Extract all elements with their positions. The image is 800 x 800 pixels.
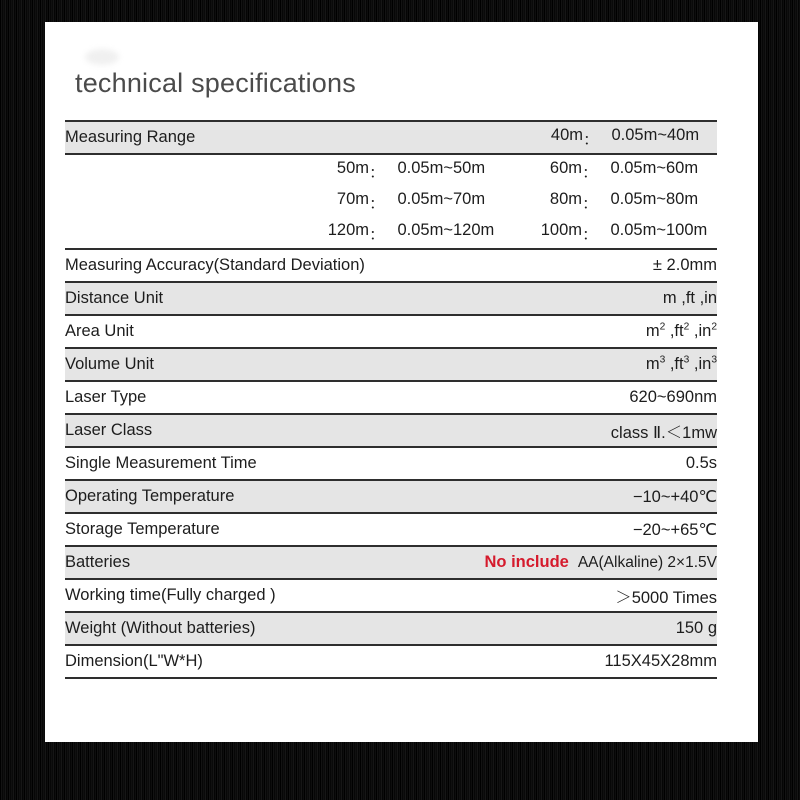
range-separator: ： xyxy=(583,130,600,149)
range-option-120m xyxy=(291,221,504,245)
table-row xyxy=(65,579,717,612)
range-option-100m xyxy=(504,221,717,245)
table-row xyxy=(65,249,717,282)
range-key: 70m xyxy=(336,189,369,208)
table-row xyxy=(65,282,717,315)
batteries-value-text: AA(Alkaline) 2×1.5V xyxy=(577,554,717,571)
row-label-operating-temperature: Operating Temperature xyxy=(65,480,395,513)
row-label-laser-type: Laser Type xyxy=(65,381,395,414)
range-value: 0.05m~80m xyxy=(610,189,699,208)
table-row xyxy=(65,447,717,480)
table-row xyxy=(65,480,717,513)
spec-sheet-panel xyxy=(45,22,758,742)
row-value-distance-unit: m ,ft ,in xyxy=(395,282,717,315)
table-row xyxy=(65,414,717,447)
table-row xyxy=(65,546,717,579)
row-label-storage-temperature: Storage Temperature xyxy=(65,513,395,546)
table-row-measuring-range xyxy=(65,121,717,154)
technical-specifications-table xyxy=(65,120,717,679)
row-value-measuring-range xyxy=(395,121,717,154)
row-label-laser-class: Laser Class xyxy=(65,414,395,447)
paper-smudge xyxy=(85,49,119,65)
range-value: 0.05m~120m xyxy=(397,220,495,239)
table-row xyxy=(65,348,717,381)
range-key: 100m xyxy=(540,220,582,239)
range-option-80m xyxy=(504,190,717,214)
row-value-volume-unit: $m^3$ $,ft^3$ $,in^3$ xyxy=(395,348,717,381)
table-row-range-options-2 xyxy=(65,186,717,217)
range-option-70m xyxy=(291,190,504,214)
range-key: 120m xyxy=(327,220,369,239)
range-value: 0.05m~60m xyxy=(610,158,699,177)
range-separator: ： xyxy=(582,163,599,182)
table-row xyxy=(65,381,717,414)
row-value-area-unit: $m^2$ $,ft^2$ $,in^2$ xyxy=(395,315,717,348)
row-label-single-measurement-time: Single Measurement Time xyxy=(65,447,395,480)
row-label-volume-unit: Volume Unit xyxy=(65,348,395,381)
row-value-working-time: ＞5000 Times xyxy=(395,579,717,612)
row-value-laser-class: class Ⅱ.＜1mw xyxy=(395,414,717,447)
table-row xyxy=(65,612,717,645)
row-label-working-time: Working time(Fully charged ) xyxy=(65,579,395,612)
range-separator: ： xyxy=(369,163,386,182)
range-key: 50m xyxy=(336,158,369,177)
row-label-area-unit: Area Unit xyxy=(65,315,395,348)
range-key: 80m xyxy=(549,189,582,208)
row-label-distance-unit: Distance Unit xyxy=(65,282,395,315)
row-value-single-measurement-time: 0.5s xyxy=(395,447,717,480)
range-key: 60m xyxy=(549,158,582,177)
row-value-dimension: 115X45X28mm xyxy=(395,645,717,678)
range-separator: ： xyxy=(582,225,599,244)
range-options-cell xyxy=(65,186,717,217)
row-value-laser-type: 620~690nm xyxy=(395,381,717,414)
row-value-operating-temperature: −10~+40℃ xyxy=(395,480,717,513)
range-value: 0.05m~50m xyxy=(397,158,486,177)
range-value: 0.05m~100m xyxy=(610,220,708,239)
range-value: 0.05m~40m xyxy=(611,125,700,144)
row-value-measuring-accuracy: ± 2.0mm xyxy=(395,249,717,282)
row-label-weight: Weight (Without batteries) xyxy=(65,612,395,645)
range-value: 0.05m~70m xyxy=(397,189,486,208)
row-label-measuring-accuracy: Measuring Accuracy(Standard Deviation) xyxy=(65,249,395,282)
range-separator: ： xyxy=(369,194,386,213)
row-label-batteries: Batteries xyxy=(65,546,395,579)
table-row-range-options-3 xyxy=(65,217,717,249)
range-separator: ： xyxy=(582,194,599,213)
range-key: 40m xyxy=(550,125,583,144)
table-row-range-options-1 xyxy=(65,154,717,186)
table-row xyxy=(65,315,717,348)
table-row xyxy=(65,645,717,678)
row-label-dimension: Dimension(L"W*H) xyxy=(65,645,395,678)
row-value-weight: 150 g xyxy=(395,612,717,645)
page-title: technical specifications xyxy=(75,68,356,98)
row-value-storage-temperature: −20~+65℃ xyxy=(395,513,717,546)
range-options-cell xyxy=(65,217,717,249)
no-include-badge: No include xyxy=(484,553,569,571)
range-option-60m xyxy=(504,159,717,183)
range-option-40m xyxy=(505,126,712,150)
range-option-50m xyxy=(291,159,504,183)
table-row xyxy=(65,513,717,546)
range-separator: ： xyxy=(369,225,386,244)
row-label-measuring-range: Measuring Range xyxy=(65,121,395,154)
row-value-batteries xyxy=(395,546,717,579)
range-options-cell xyxy=(65,154,717,186)
